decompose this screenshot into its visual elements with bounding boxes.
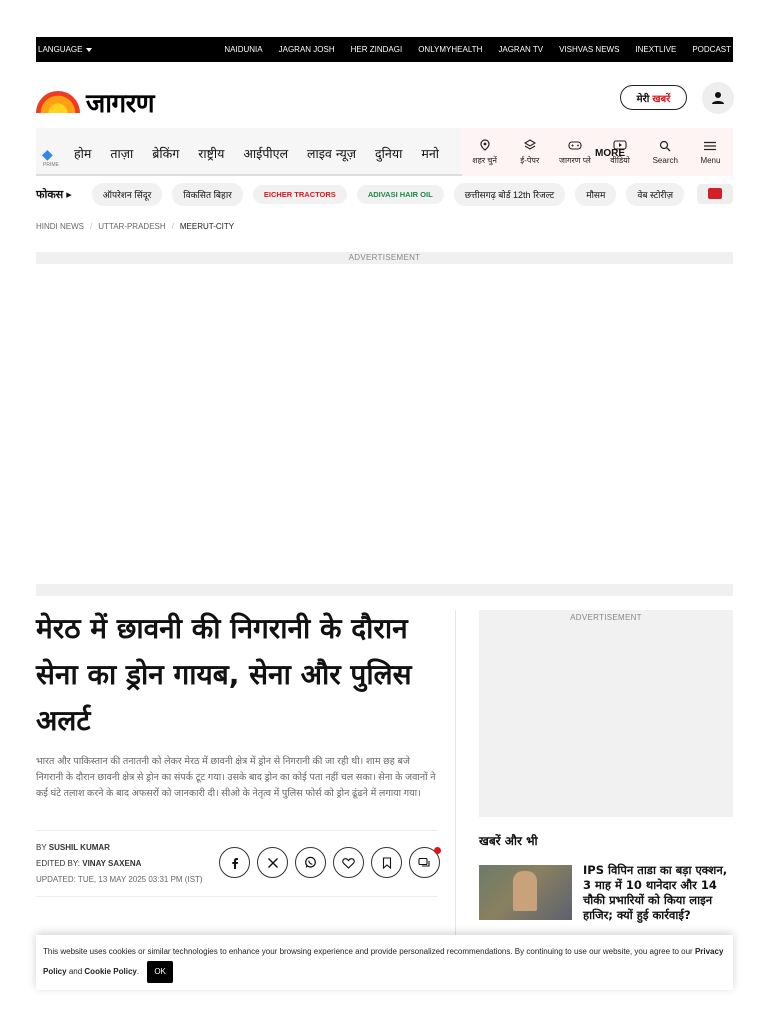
user-icon	[711, 91, 725, 105]
comment-button[interactable]	[409, 847, 440, 878]
divider	[36, 830, 438, 831]
editor-line	[36, 856, 203, 872]
city-select-label: शहर चुनें	[472, 155, 497, 165]
brand-row	[36, 80, 733, 119]
author-line	[36, 840, 203, 856]
jagran-play-label: जागरण प्ले	[559, 155, 591, 165]
share-bar	[219, 847, 440, 878]
meri-khabre-button[interactable]	[620, 85, 687, 110]
x-icon	[267, 857, 279, 869]
video-label: वीडियो	[610, 155, 630, 165]
epaper-button[interactable]	[507, 128, 552, 176]
language-selector[interactable]	[36, 45, 92, 54]
epaper-label: ई-पेपर	[520, 155, 540, 165]
breadcrumb-separator: /	[171, 222, 174, 231]
bookmark-icon	[382, 857, 392, 869]
cookie-text: This website uses cookies or similar technologies to enhance your browsing experience and provide personalized recommendations. By continuing to use our website, you agree to our	[43, 947, 693, 956]
partner-link[interactable]: JAGRAN JOSH	[278, 45, 335, 54]
site-logo[interactable]	[36, 84, 154, 120]
focus-title: फोकस ▸	[36, 188, 72, 201]
sponsored-pill-adivasi[interactable]: ADIVASI HAIR OIL	[357, 185, 444, 204]
jagran-play-button[interactable]	[552, 128, 597, 176]
cookie-ok-button[interactable]: OK	[147, 961, 173, 983]
news-thumbnail[interactable]	[479, 865, 572, 920]
sponsored-pill-eicher[interactable]: EICHER TRACTORS	[253, 185, 347, 204]
partner-link[interactable]: JAGRAN TV	[498, 45, 544, 54]
top-bar	[36, 37, 733, 62]
search-button[interactable]	[643, 128, 688, 176]
breadcrumb-current[interactable]: MEERUT-CITY	[179, 222, 235, 231]
more-link[interactable]: MORE	[595, 148, 625, 159]
facebook-icon	[229, 857, 241, 869]
partner-link[interactable]: ONLYMYHEALTH	[418, 45, 483, 54]
article-summary: भारत और पाकिस्तान की तनातनी को लेकर मेरठ में छावनी क्षेत्र में ड्रोन से निगरानी की जा रही थी। शाम छह बजे निगरानी के दौरान छावनी क्षेत्र से ड्रोन का संपर्क टूट गया। उसके बाद ड्रोन का कोई पता नहीं चल सका। सेना के जवानों ने कई घंटे तलाश करने के बाद अफसरों को जानकारी दी। सीओ के नेतृत्व में पुलिस फोर्स को ड्रोन ढूंढने में लगाया गया।	[36, 756, 436, 799]
article-meta	[36, 840, 203, 888]
divider	[36, 896, 438, 897]
news-title[interactable]: IPS विपिन ताडा का बड़ा एक्शन, 3 माह में 10 थानेदार और 14 चौकी प्रभारियों को किया लाइन हाजिर; क्यों हुई कार्रवाई?	[583, 863, 728, 922]
nav-item-world[interactable]: दुनिया	[375, 146, 403, 161]
cookie-banner: This website uses cookies or similar technologies to enhance your browsing experience and provide personalized recommendations. By continuing to use our website, you agree to our Privacy Policy and Cookie Policy. OK	[36, 935, 733, 990]
layers-icon	[524, 139, 536, 151]
nav-item-entertainment[interactable]: मनो	[421, 146, 440, 161]
partner-links	[224, 45, 733, 54]
like-button[interactable]	[333, 847, 364, 878]
focus-pill[interactable]: छत्तीसगढ़ बोर्ड 12th रिजल्ट	[454, 183, 566, 206]
nav-item-latest[interactable]: ताज़ा	[110, 146, 134, 161]
breadcrumb-separator: /	[90, 222, 93, 231]
ad-divider	[36, 584, 733, 596]
nav-item-breaking[interactable]: ब्रेकिंग	[152, 146, 180, 161]
meri-label: मेरी	[636, 93, 650, 105]
partner-link[interactable]: NAIDUNIA	[224, 45, 263, 54]
facebook-share-button[interactable]	[219, 847, 250, 878]
more-news-heading: खबरें और भी	[479, 834, 538, 848]
caret-down-icon	[86, 48, 92, 52]
nav-item-home[interactable]: होम	[74, 146, 92, 161]
ad-label: ADVERTISEMENT	[36, 252, 733, 264]
cookie-and: and	[68, 967, 83, 977]
author-name[interactable]: SUSHIL KUMAR	[48, 843, 110, 852]
search-label: Search	[652, 155, 678, 165]
whatsapp-share-button[interactable]	[295, 847, 326, 878]
notification-dot	[434, 847, 441, 854]
city-select-button[interactable]	[462, 128, 507, 176]
main-nav	[36, 128, 733, 176]
edited-prefix: EDITED BY:	[36, 859, 81, 868]
prime-label: PRIME	[43, 162, 59, 168]
sun-logo-icon	[36, 91, 80, 113]
partner-link[interactable]: INEXTLIVE	[635, 45, 677, 54]
menu-button[interactable]	[688, 128, 733, 176]
prime-diamond-icon[interactable]: ◆	[42, 146, 53, 162]
heart-icon	[342, 857, 355, 869]
partner-link[interactable]: VISHVAS NEWS	[559, 45, 620, 54]
privacy-policy-link[interactable]: Privacy Policy	[43, 947, 724, 977]
search-icon	[659, 140, 671, 152]
breadcrumb	[36, 222, 234, 231]
breadcrumb-item[interactable]: HINDI NEWS	[36, 222, 84, 231]
logo-text: जागरण	[86, 89, 155, 119]
bookmark-button[interactable]	[371, 847, 402, 878]
x-share-button[interactable]	[257, 847, 288, 878]
top-advertisement[interactable]	[36, 252, 733, 596]
nav-items	[74, 145, 439, 162]
nav-item-ipl[interactable]: आईपीएल	[243, 146, 289, 161]
nav-item-live-news[interactable]: लाइव न्यूज़	[307, 146, 357, 161]
sidebar-advertisement[interactable]: ADVERTISEMENT	[479, 610, 733, 817]
gamepad-icon	[568, 139, 582, 151]
location-pin-icon	[479, 139, 491, 151]
updated-time: UPDATED: TUE, 13 MAY 2025 03:31 PM (IST)	[36, 875, 203, 884]
comment-icon	[418, 857, 431, 869]
language-label: LANGUAGE	[38, 45, 83, 54]
article-headline: मेरठ में छावनी की निगरानी के दौरान सेना का ड्रोन गायब, सेना और पुलिस अलर्ट	[36, 612, 412, 737]
partner-link[interactable]: PODCAST	[692, 45, 731, 54]
menu-label: Menu	[700, 155, 721, 165]
focus-pill[interactable]: वेब स्टोरीज़	[626, 183, 684, 206]
hamburger-menu-icon	[703, 140, 717, 152]
column-divider	[455, 610, 456, 940]
breadcrumb-item[interactable]: UTTAR-PRADESH	[98, 222, 166, 231]
user-account-button[interactable]	[702, 82, 734, 114]
focus-pill[interactable]: ऑपरेशन सिंदूर	[92, 183, 163, 206]
whatsapp-icon	[304, 856, 317, 869]
cookie-policy-link[interactable]: Cookie Policy	[84, 967, 137, 977]
editor-name[interactable]: VINAY SAXENA	[82, 859, 142, 868]
sponsor-logo-icon[interactable]	[697, 184, 733, 204]
khabre-label: खबरें	[652, 93, 671, 105]
partner-link[interactable]: HER ZINDAGI	[350, 45, 403, 54]
focus-bar	[36, 183, 733, 205]
nav-item-national[interactable]: राष्ट्रीय	[198, 146, 225, 161]
focus-pill[interactable]: मौसम	[575, 183, 616, 206]
focus-pill[interactable]: विकसित बिहार	[172, 183, 243, 206]
by-prefix: BY	[36, 843, 47, 852]
